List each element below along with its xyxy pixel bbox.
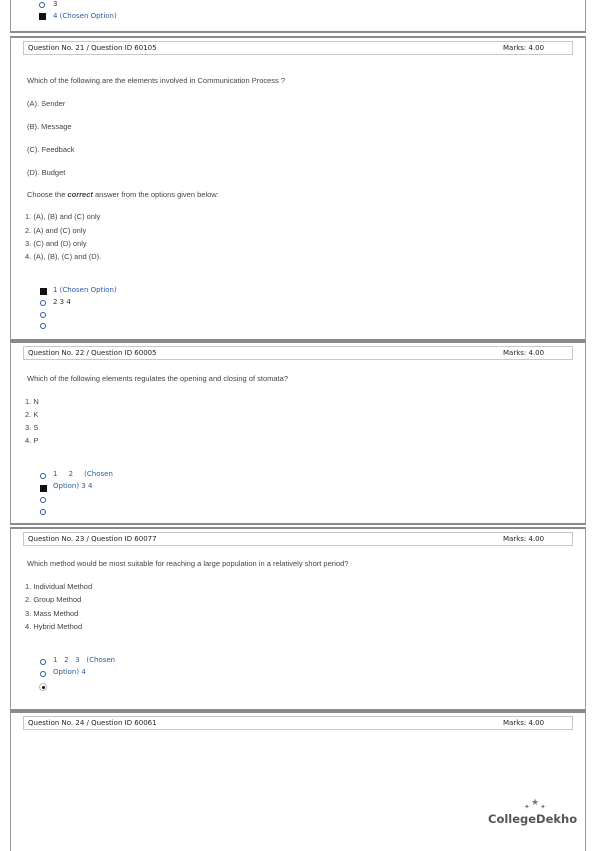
option-1: 1. (A), (B) and (C) only: [25, 212, 101, 221]
question-24-panel: [10, 711, 586, 851]
marks-label: Marks: 4.00: [503, 349, 545, 357]
option-3: 3. S: [25, 423, 39, 432]
star-icon: ✦: [540, 803, 546, 811]
question-id: Question No. 23 / Question ID 60077: [28, 535, 157, 543]
question-stem: Which of the following are the elements involved in Communication Process ?: [27, 76, 286, 85]
star-icon: ✦: [524, 803, 530, 811]
chosen-option-label: 4 (Chosen Option): [53, 12, 117, 20]
question-22-panel: [10, 341, 586, 525]
question-id: Question No. 24 / Question ID 60061: [28, 719, 157, 727]
option-4: 4. P: [25, 436, 39, 445]
option-radio[interactable]: [40, 659, 46, 665]
option-3-label: 3: [53, 0, 58, 8]
question-header: [23, 346, 573, 360]
marks-label: Marks: 4.00: [503, 719, 545, 727]
other-options-label: 2 3 4: [53, 298, 71, 306]
question-20-fragment: [10, 0, 586, 33]
statement-a: (A). Sender: [27, 99, 66, 108]
option-radio[interactable]: [40, 323, 46, 329]
option-radio[interactable]: [39, 2, 45, 8]
option-1: 1. Individual Method: [25, 582, 93, 591]
option-radio[interactable]: [40, 473, 46, 479]
option-radio[interactable]: [40, 300, 46, 306]
question-21-panel: [10, 36, 586, 341]
option-radio[interactable]: [40, 497, 46, 503]
star-icon: ★: [531, 798, 540, 808]
question-header: [23, 716, 573, 730]
option-4: 4. (A), (B), (C) and (D).: [25, 252, 102, 261]
statement-c: (C). Feedback: [27, 145, 75, 154]
chosen-option-marker: [40, 485, 47, 492]
option-1: 1. N: [25, 397, 39, 406]
option-radio[interactable]: [40, 671, 46, 677]
question-stem: Which of the following elements regulates the opening and closing of stomata?: [27, 374, 288, 383]
option-4: 4. Hybrid Method: [25, 622, 83, 631]
question-id: Question No. 21 / Question ID 60105: [28, 44, 157, 52]
option-radio[interactable]: [40, 312, 46, 318]
chosen-option-label: 1 2 3 (Chosen: [53, 656, 116, 664]
chosen-option-label-cont: Option) 3 4: [53, 482, 93, 490]
option-2: 2. K: [25, 410, 39, 419]
chosen-option-label-cont: Option) 4: [53, 668, 86, 676]
statement-b: (B). Message: [27, 122, 72, 131]
question-header: [23, 532, 573, 546]
question-stem: Which method would be most suitable for reaching a large population in a relatively short period?: [27, 559, 349, 568]
option-radio[interactable]: [40, 509, 46, 515]
selected-radio[interactable]: [39, 683, 47, 691]
marks-label: Marks: 4.00: [503, 44, 545, 52]
chosen-option-marker: [40, 288, 47, 295]
marks-label: Marks: 4.00: [503, 535, 545, 543]
instruction: Choose the correct answer from the options given below:: [27, 190, 219, 199]
chosen-option-label: 1 (Chosen Option): [53, 286, 117, 294]
chosen-option-marker: [39, 13, 46, 20]
chosen-option-label: 1 2 (Chosen: [53, 470, 113, 478]
question-id: Question No. 22 / Question ID 60005: [28, 349, 157, 357]
question-header: [23, 41, 573, 55]
option-2: 2. (A) and (C) only: [25, 226, 87, 235]
option-3: 3. (C) and (D) only: [25, 239, 87, 248]
option-2: 2. Group Method: [25, 595, 82, 604]
option-3: 3. Mass Method: [25, 609, 79, 618]
statement-d: (D). Budget: [27, 168, 66, 177]
collegedekho-logo: CollegeDekho: [488, 812, 578, 826]
question-23-panel: [10, 527, 586, 711]
